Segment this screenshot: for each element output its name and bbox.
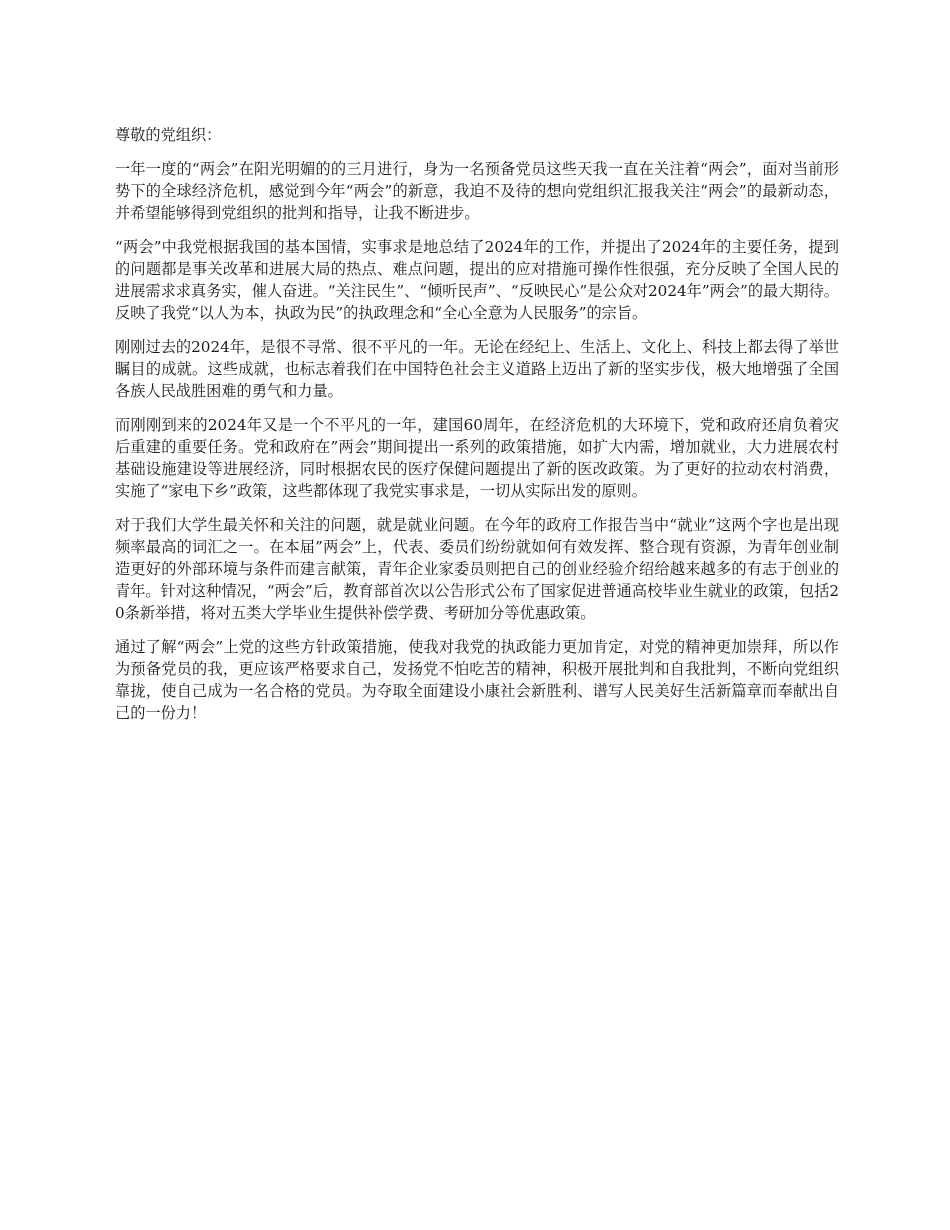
paragraph-2: “两会”中我党根据我国的基本国情，实事求是地总结了2024年的工作，并提出了2024年的主要任务，提到的问题都是事关改革和进展大局的热点、难点问题，提出的应对措施可操作性很强，充分反映了全国人民的进展需求求真务实，催人奋进。“关注民生”、“倾听民声”、“反映民心”是公众对2024年”两会”的最大期待。反映了我党“以人为本，执政为民”的执政理念和“全心全意为人民服务”的宗旨。 — [115, 238, 839, 322]
salutation: 尊敬的党组织： — [115, 126, 222, 144]
paragraph-3: 刚刚过去的2024年，是很不寻常、很不平凡的一年。无论在经纪上、生活上、文化上、科技上都去得了举世瞩目的成就。这些成就，也标志着我们在中国特色社会主义道路上迈出了新的坚实步伐，极大地增强了全国各族人民战胜困难的勇气和力量。 — [115, 338, 839, 400]
letter-body — [115, 124, 839, 736]
paragraph-1: 一年一度的“两会”在阳光明媚的的三月进行，身为一名预备党员这些天我一直在关注着“两会”，面对当前形势下的全球经济危机，感觉到今年“两会”的新意，我迫不及待的想向党组织汇报我关注“两会”的最新动态，并希望能够得到党组织的批判和指导，让我不断进步。 — [115, 160, 839, 222]
paragraph-5: 对于我们大学生最关怀和关注的问题，就是就业问题。在今年的政府工作报告当中“就业”这两个字也是出现频率最高的词汇之一。在本届”两会”上，代表、委员们纷纷就如何有效发挥、整合现有资源，为青年创业制造更好的外部环境与条件而建言献策，青年企业家委员则把自己的创业经验介绍给越来越多的有志于创业的青年。针对这种情况，“两会”后，教育部首次以公告形式公布了国家促进普通高校毕业生就业的政策，包括20条新举措，将对五类大学毕业生提供补偿学费、考研加分等优惠政策。 — [115, 516, 839, 622]
paragraph-4: 而刚刚到来的2024年又是一个不平凡的一年，建国60周年，在经济危机的大环境下，党和政府还肩负着灾后重建的重要任务。党和政府在”两会”期间提出一系列的政策措施，如扩大内需，增加就业，大力进展农村基础设施建设等进展经济，同时根据农民的医疗保健问题提出了新的医改政策。为了更好的拉动农村消费，实施了“家电下乡”政策，这些都体现了我党实事求是，一切从实际出发的原则。 — [115, 416, 839, 500]
paragraph-6: 通过了解“两会”上党的这些方针政策措施，使我对我党的执政能力更加肯定，对党的精神更加崇拜，所以作为预备党员的我，更应该严格要求自己，发扬党不怕吃苦的精神，积极开展批判和自我批判，不断向党组织靠拢，使自己成为一名合格的党员。为夺取全面建设小康社会新胜利、谱写人民美好生活新篇章而奉献出自己的一份力！ — [115, 638, 839, 722]
